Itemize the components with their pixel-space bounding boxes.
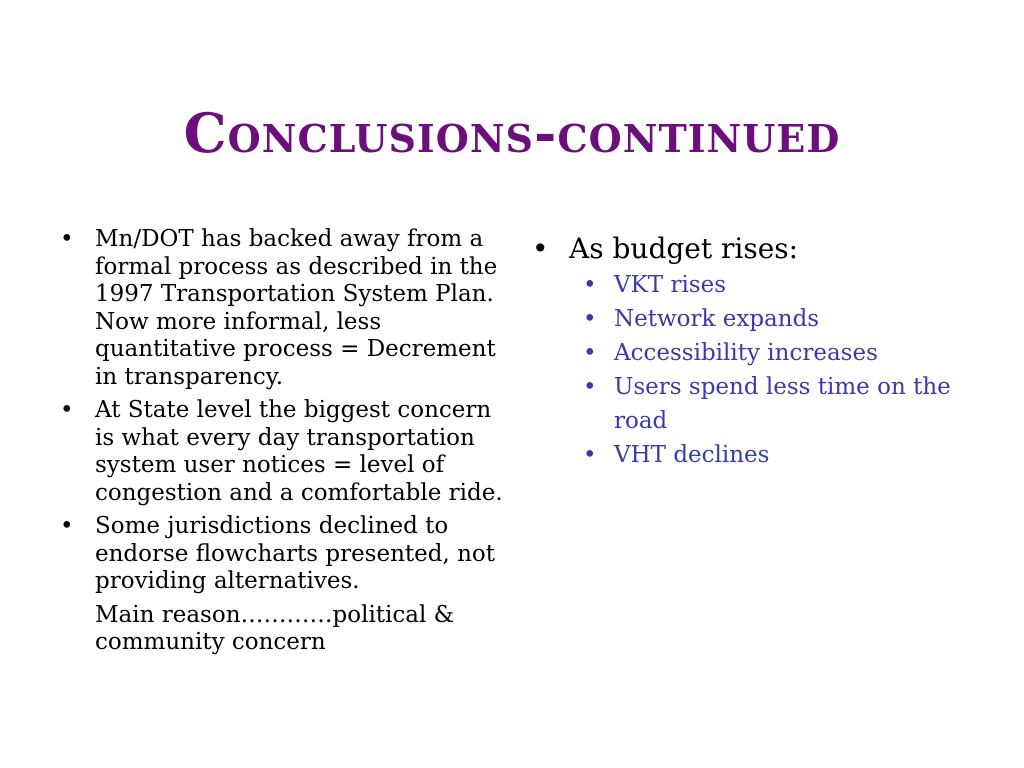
left-bullet-item [60,226,510,391]
bullet-icon: • [60,226,74,252]
slide-title: Conclusions-continued [183,101,841,165]
bullet-icon: • [532,232,549,265]
budget-effect-item [532,438,1002,472]
budget-effect-item [532,370,1002,438]
left-bullet-text: Mn/DOT has backed away from a formal process as described in the 1997 Transportation System Plan. Now more informal, less quantitative process = Decrement in transparency. [95,226,498,390]
budget-effect-item [532,336,1002,370]
budget-effect-item [532,268,1002,302]
main-reason-note: Main reason…………political & community concern [95,601,455,655]
budget-effects-list [532,268,1002,472]
budget-effect-text: Accessibility increases [614,340,878,366]
left-column [60,226,510,657]
bullet-icon: • [583,442,597,468]
left-bullet-list [60,226,510,596]
bullet-icon: • [583,306,597,332]
left-bullet-text: At State level the biggest concern is what every day transportation system user notices = level of congestion and a comfortable ride. [95,397,503,506]
bullet-icon: • [60,397,74,423]
bullet-icon: • [583,340,597,366]
bullet-icon: • [60,513,74,539]
budget-effect-text: Network expands [614,306,820,332]
budget-effect-text: VKT rises [614,272,727,298]
left-bullet-item [60,397,510,507]
budget-effect-text: Users spend less time on the road [614,374,951,434]
budget-effect-item [532,302,1002,336]
bullet-icon: • [583,374,597,400]
left-bullet-text: Some jurisdictions declined to endorse flowcharts presented, not providing alternatives. [95,513,496,594]
bullet-icon: • [583,272,597,298]
right-column [532,230,1002,472]
budget-heading-item [532,230,1002,268]
left-bullet-item [60,513,510,596]
budget-effect-text: VHT declines [614,442,770,468]
budget-heading: As budget rises: [569,232,799,265]
